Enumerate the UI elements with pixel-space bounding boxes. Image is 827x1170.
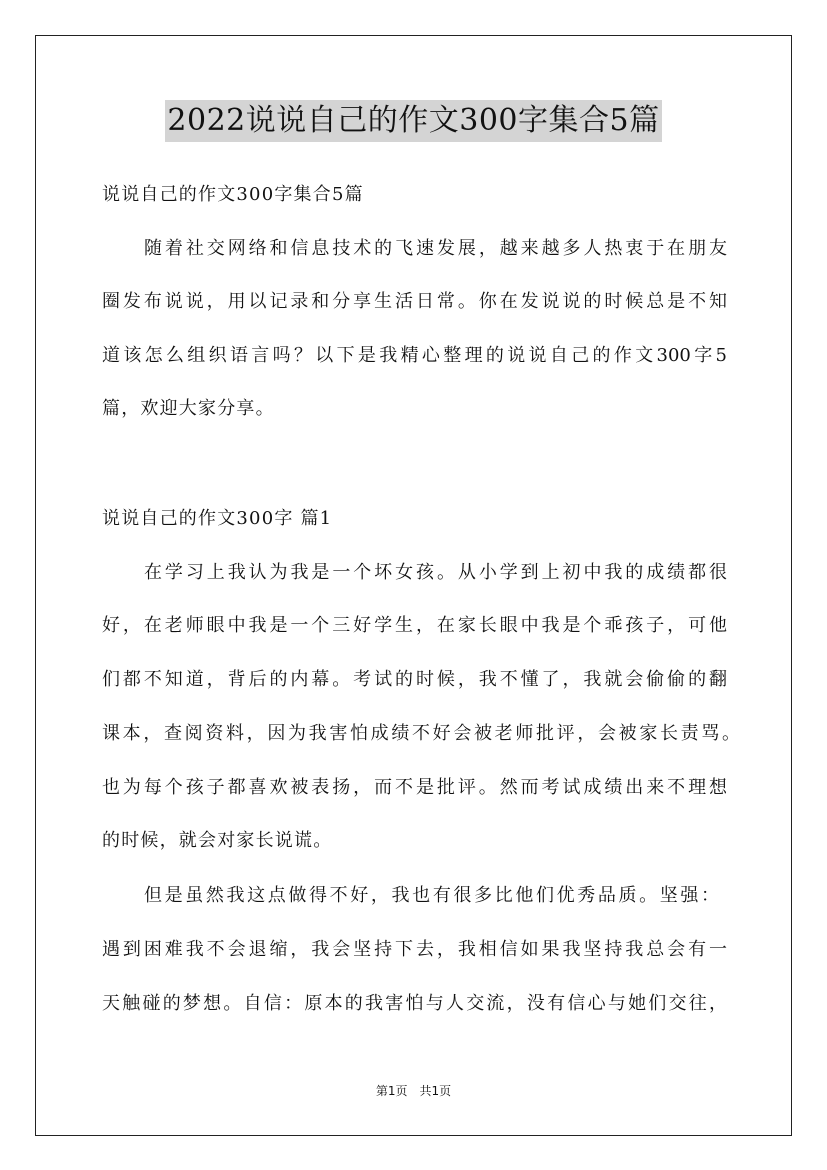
paragraph-2-line-1: 但是虽然我这点做得不好，我也有很多比他们优秀品质。坚强：	[144, 885, 719, 906]
paragraph-1-line-2: 好，在老师眼中我是一个三好学生，在家长眼中我是个乖孩子，可他	[102, 615, 727, 636]
intro-line-4: 篇，欢迎大家分享。	[102, 398, 275, 419]
paragraph-1-line-6: 的时候，就会对家长说谎。	[102, 830, 333, 851]
page-total: 共1页	[419, 1084, 452, 1098]
paragraph-1-line-4: 课本，查阅资料，因为我害怕成绩不好会被老师批评，会被家长责骂。	[102, 723, 740, 744]
intro-line-3: 道该怎么组织语言吗？以下是我精心整理的说说自己的作文300字5	[102, 345, 727, 366]
document-title: 2022说说自己的作文300字集合5篇	[165, 100, 661, 142]
paragraph-1-line-3: 们都不知道，背后的内幕。考试的时候，我不懂了，我就会偷偷的翻	[102, 669, 727, 690]
document-subtitle: 说说自己的作文300字集合5篇	[102, 184, 364, 205]
paragraph-1-line-1: 在学习上我认为我是一个坏女孩。从小学到上初中我的成绩都很	[144, 562, 727, 583]
paragraph-2-line-3: 天触碰的梦想。自信：原本的我害怕与人交流，没有信心与她们交往，	[102, 993, 727, 1014]
paragraph-2-line-2: 遇到困难我不会退缩，我会坚持下去，我相信如果我坚持我总会有一	[102, 939, 727, 960]
page-number: 第1页	[375, 1084, 408, 1098]
section-heading: 说说自己的作文300字 篇1	[102, 508, 333, 529]
page-footer	[0, 1083, 827, 1099]
paragraph-1-line-5: 也为每个孩子都喜欢被表扬，而不是批评。然而考试成绩出来不理想	[102, 777, 727, 798]
intro-line-2: 圈发布说说，用以记录和分享生活日常。你在发说说的时候总是不知	[102, 291, 727, 312]
title-container	[0, 100, 827, 142]
intro-line-1: 随着社交网络和信息技术的飞速发展，越来越多人热衷于在朋友	[144, 238, 727, 259]
